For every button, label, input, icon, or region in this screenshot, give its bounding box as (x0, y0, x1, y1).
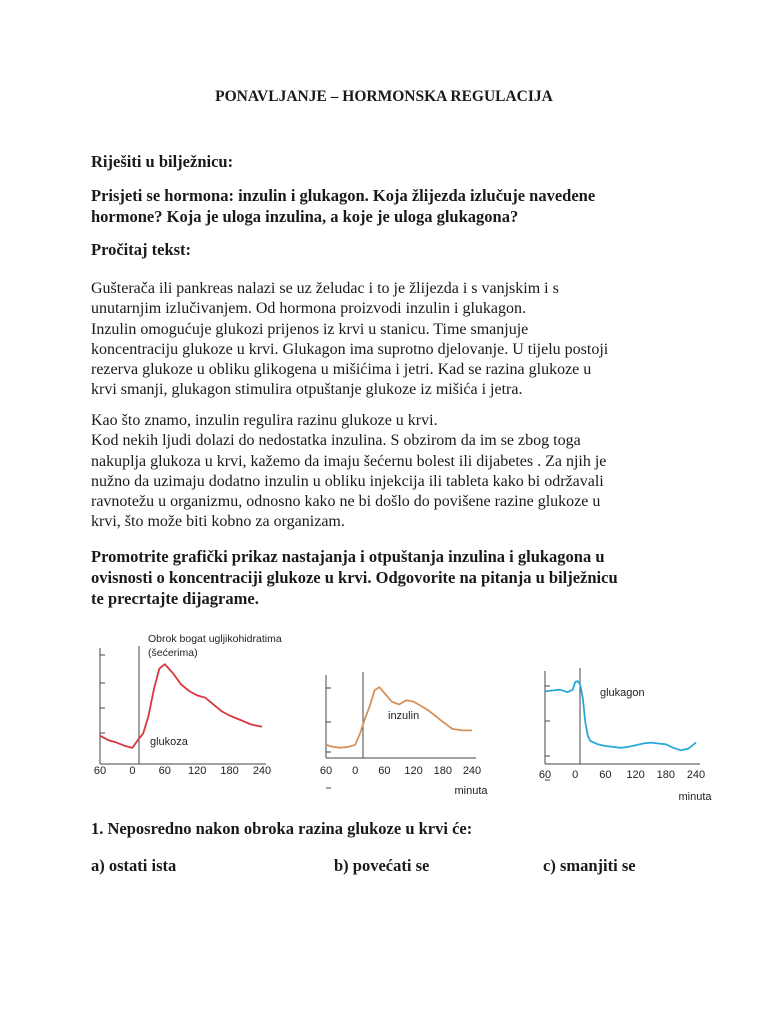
paragraph-line: Inzulin omogućuje glukozi prijenos iz krvi u stanicu. Time smanjuje (91, 320, 529, 338)
x-tick-label: 60 (158, 765, 171, 777)
paragraph-line: krvi smanji, glukagon stimulira otpuštanje glukoze iz mišića i jetra. (91, 381, 523, 399)
x-tick-label: 120 (404, 765, 423, 777)
option-b: b) povećati se (334, 856, 430, 875)
x-tick-label: 180 (220, 765, 239, 777)
paragraph-line: rezerva glukoze u obliku glikogena u mišićima i jetri. Kad se razina glukoze u (91, 361, 592, 379)
task-heading (91, 546, 691, 609)
question-intro (91, 185, 691, 227)
x-tick-label: 240 (252, 765, 272, 777)
paragraph-line: Kao što znamo, inzulin regulira razinu glukoze u krvi. (91, 412, 438, 429)
x-tick-label: 60 (599, 769, 612, 781)
x-tick-label: 120 (188, 765, 207, 777)
option-c: c) smanjiti se (543, 856, 636, 875)
x-tick-label: 60 (538, 769, 552, 781)
x-tick-label: 240 (462, 765, 482, 777)
x-tick-label: 180 (433, 765, 452, 777)
x-axis-label: minuta (454, 785, 488, 797)
x-tick-label: 60 (378, 765, 391, 777)
task-line: Promotrite grafički prikaz nastajanja i otpuštanja inzulina i glukagona u (91, 547, 605, 566)
x-tick-label: 180 (656, 769, 675, 781)
option-a: a) ostati ista (91, 856, 177, 875)
x-axis-label: minuta (678, 791, 712, 803)
insulin-chart (318, 628, 508, 810)
question-intro-line: Prisjeti se hormona: inzulin i glukagon. Koja žlijezda izlučuje navedene (91, 186, 596, 205)
meal-annotation: (šećerima) (148, 647, 198, 659)
paragraph-line: krvi, što može biti kobno za organizam. (91, 513, 345, 531)
paragraph-line: ravnotežu u organizmu, odnosno kako ne bi došlo do povišene razine glukoze u (91, 493, 601, 511)
paragraph-line: nakuplja glukoza u krvi, kažemo da imaju šećernu bolest ili dijabetes . Za njih je (91, 452, 607, 470)
task-line: ovisnosti o koncentraciji glukoze u krvi. Odgovorite na pitanja u bilježnicu (91, 568, 618, 587)
paragraph-1 (91, 279, 691, 401)
task-line: te precrtajte dijagrame. (91, 589, 259, 608)
glucose-chart (90, 628, 280, 810)
read-heading: Pročitaj tekst: (91, 240, 192, 259)
paragraph-line: Gušterača ili pankreas nalazi se uz želudac i to je žlijezda i s vanjskim i s (91, 280, 559, 297)
question-1: 1. Neposredno nakon obroka razina glukoze u krvi će: (91, 819, 473, 838)
glucagon-chart (540, 628, 730, 810)
paragraph-line: koncentraciju glukoze u krvi. Glukagon ima suprotno djelovanje. U tijelu postoji (91, 340, 609, 358)
series-label: inzulin (388, 710, 420, 722)
x-tick-label: 240 (686, 769, 706, 781)
instruction-heading: Riješiti u bilježnicu: (91, 152, 234, 171)
x-tick-label: 60 (319, 765, 333, 777)
x-tick-label: 0 (129, 765, 136, 777)
paragraph-line: Kod nekih ljudi dolazi do nedostatka inzulina. S obzirom da im se zbog toga (91, 432, 581, 450)
x-tick-label: 0 (352, 765, 359, 777)
paragraph-2 (91, 411, 691, 533)
question-intro-line: hormone? Koja je uloga inzulina, a koje je uloga glukagona? (91, 207, 519, 226)
page-title: PONAVLJANJE – HORMONSKA REGULACIJA (215, 88, 553, 105)
meal-annotation: Obrok bogat ugljikohidratima (148, 633, 282, 645)
paragraph-line: nužno da uzimaju dodatno inzulin u obliku injekcija ili tableta kako bi održavali (91, 472, 604, 490)
series-label: glukagon (600, 687, 645, 699)
x-tick-label: 120 (626, 769, 645, 781)
paragraph-line: unutarnjim izlučivanjem. Od hormona proizvodi inzulin i glukagon. (91, 300, 527, 318)
x-tick-label: 60 (93, 765, 107, 777)
series-label: glukoza (150, 736, 188, 748)
x-tick-label: 0 (572, 769, 579, 781)
